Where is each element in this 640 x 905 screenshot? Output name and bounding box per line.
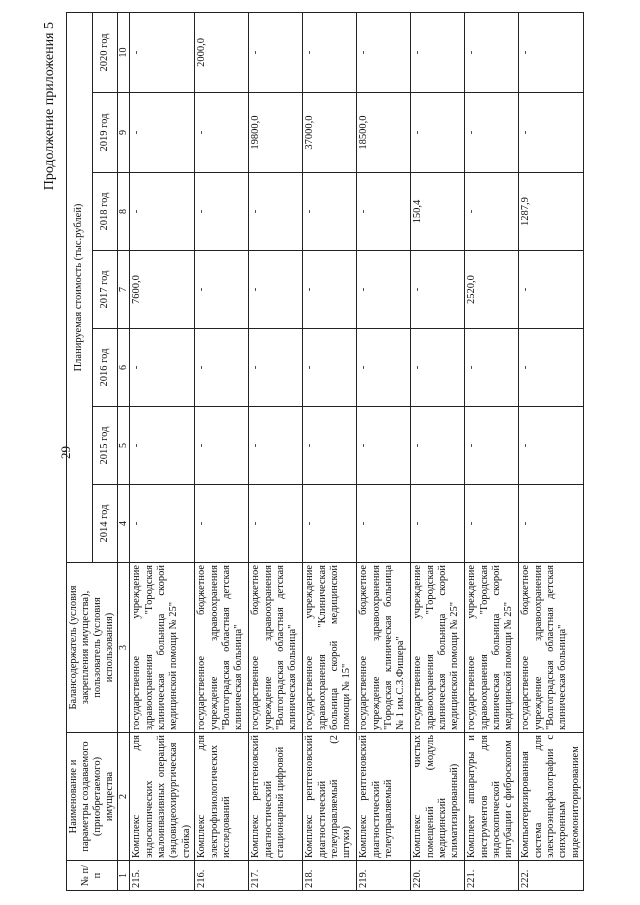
item-name: Комплекс рентгеновский диагностический телеуправляемый (2 штуки) <box>303 733 357 861</box>
cost-value: - <box>519 329 584 407</box>
cost-value: 18500,0 <box>357 93 411 173</box>
row-number: 219. <box>357 861 411 891</box>
cost-value: 2000,0 <box>195 12 249 92</box>
cost-value: - <box>357 173 411 251</box>
column-number: 8 <box>118 173 130 251</box>
cost-value: 7600,0 <box>130 251 195 329</box>
cost-value: - <box>249 173 303 251</box>
item-name: Комплекс чистых помещений (модуль медицинский климатизированный) <box>411 733 465 861</box>
cost-value: - <box>465 485 519 563</box>
cost-value: - <box>411 407 465 485</box>
balance-holder: государственное бюджетное учреждение здравоохранения "Волгоградская областная детская клиническая больница" <box>195 563 249 733</box>
table-row <box>519 12 584 890</box>
cost-value: - <box>303 12 357 92</box>
cost-value: - <box>130 12 195 92</box>
cost-value: - <box>357 407 411 485</box>
page-number: 29 <box>58 446 73 459</box>
item-name: Комплекс рентгеновский диагностический телеуправляемый <box>357 733 411 861</box>
column-number-row <box>118 12 130 890</box>
cost-value: - <box>357 12 411 92</box>
column-number: 5 <box>118 407 130 485</box>
header-planned-cost: Планируемая стоимость (тыс.рублей) <box>67 12 93 562</box>
property-table <box>66 12 584 891</box>
row-number: 222. <box>519 861 584 891</box>
cost-value: - <box>130 407 195 485</box>
balance-holder: государственное бюджетное учреждение здравоохранения "Городская клиническая больница № 1 им.С.З.Фишера" <box>357 563 411 733</box>
cost-value: - <box>411 485 465 563</box>
header-no: № п/п <box>67 861 118 891</box>
cost-value: 1287,9 <box>519 173 584 251</box>
row-number: 217. <box>249 861 303 891</box>
cost-value: - <box>249 251 303 329</box>
cost-value: 150,4 <box>411 173 465 251</box>
row-number: 220. <box>411 861 465 891</box>
year-header: 2017 год <box>92 251 118 329</box>
table-row <box>249 12 303 890</box>
year-header: 2014 год <box>92 485 118 563</box>
table-row <box>130 12 195 890</box>
item-name: Комплекс для электрофизиологических исследований <box>195 733 249 861</box>
cost-value: - <box>465 93 519 173</box>
cost-value: 37000,0 <box>303 93 357 173</box>
column-number: 10 <box>118 12 130 92</box>
column-number: 9 <box>118 93 130 173</box>
cost-value: - <box>411 12 465 92</box>
cost-value: - <box>303 485 357 563</box>
balance-holder: государственное учреждение здравоохранения "Городская клиническая больница скорой медицинской помощи № 25" <box>465 563 519 733</box>
cost-value: - <box>195 251 249 329</box>
year-header: 2016 год <box>92 329 118 407</box>
cost-value: - <box>303 251 357 329</box>
header-holder: Балансодержатель (условия закрепления имущества), пользователь (условия использования) <box>67 563 118 733</box>
balance-holder: государственное учреждение здравоохранения "Городская клиническая больница скорой медицинской помощи № 25" <box>130 563 195 733</box>
year-header: 2019 год <box>92 93 118 173</box>
balance-holder: государственное бюджетное учреждение здравоохранения "Волгоградская областная детская клиническая больница" <box>519 563 584 733</box>
header-name: Наименование и параметры создаваемого (приобретаемого) имущества <box>67 733 118 861</box>
cost-value: - <box>249 407 303 485</box>
continuation-title: Продолжение приложения 5 <box>42 22 57 191</box>
cost-value: - <box>357 329 411 407</box>
table-row <box>411 12 465 890</box>
cost-value: - <box>519 12 584 92</box>
year-header: 2015 год <box>92 407 118 485</box>
cost-value: - <box>465 173 519 251</box>
column-number: 6 <box>118 329 130 407</box>
cost-value: - <box>195 407 249 485</box>
item-name: Комплекс рентгеновский диагностический стационарный цифровой <box>249 733 303 861</box>
cost-value: - <box>411 329 465 407</box>
row-number: 216. <box>195 861 249 891</box>
cost-value: - <box>411 251 465 329</box>
cost-value: - <box>195 485 249 563</box>
item-name: Компьютеризированная система для электроэнцефалографии с синхронным видеомониторированием <box>519 733 584 861</box>
table-row <box>195 12 249 890</box>
cost-value: - <box>195 93 249 173</box>
cost-value: - <box>519 93 584 173</box>
row-number: 218. <box>303 861 357 891</box>
cost-value: - <box>130 93 195 173</box>
cost-value: - <box>303 329 357 407</box>
cost-value: - <box>249 485 303 563</box>
item-name: Комплекс для эндоскопических малоинвазивных операций (эндовидеохирургическая стойка) <box>130 733 195 861</box>
column-number: 3 <box>118 563 130 733</box>
table-row <box>303 12 357 890</box>
cost-value: - <box>465 12 519 92</box>
cost-value: - <box>411 93 465 173</box>
column-number: 4 <box>118 485 130 563</box>
year-header: 2020 год <box>92 12 118 92</box>
cost-value: - <box>519 407 584 485</box>
cost-value: - <box>357 485 411 563</box>
cost-value: - <box>195 329 249 407</box>
cost-value: - <box>357 251 411 329</box>
cost-value: - <box>303 173 357 251</box>
cost-value: - <box>249 329 303 407</box>
cost-value: - <box>519 485 584 563</box>
item-name: Комплект аппаратуры и инструментов для эндоскопической интубации с фиброскопом <box>465 733 519 861</box>
column-number: 7 <box>118 251 130 329</box>
cost-value: - <box>130 485 195 563</box>
balance-holder: государственное учреждение здравоохранения "Городская клиническая больница скорой медицинской помощи № 25" <box>411 563 465 733</box>
table-row <box>357 12 411 890</box>
cost-value: - <box>519 251 584 329</box>
balance-holder: государственное бюджетное учреждение здравоохранения "Волгоградская областная детская клиническая больница" <box>249 563 303 733</box>
column-number: 2 <box>118 733 130 861</box>
balance-holder: государственное учреждение здравоохранения "Клиническая больница скорой медицинской помощи № 15" <box>303 563 357 733</box>
cost-value: - <box>130 173 195 251</box>
row-number: 221. <box>465 861 519 891</box>
table-body <box>130 12 584 890</box>
cost-value: - <box>130 329 195 407</box>
cost-value: 19800,0 <box>249 93 303 173</box>
year-header: 2018 год <box>92 173 118 251</box>
cost-value: 2520,0 <box>465 251 519 329</box>
cost-value: - <box>303 407 357 485</box>
cost-value: - <box>195 173 249 251</box>
column-number: 1 <box>118 861 130 891</box>
cost-value: - <box>249 12 303 92</box>
row-number: 215. <box>130 861 195 891</box>
table-row <box>465 12 519 890</box>
cost-value: - <box>465 407 519 485</box>
cost-value: - <box>465 329 519 407</box>
